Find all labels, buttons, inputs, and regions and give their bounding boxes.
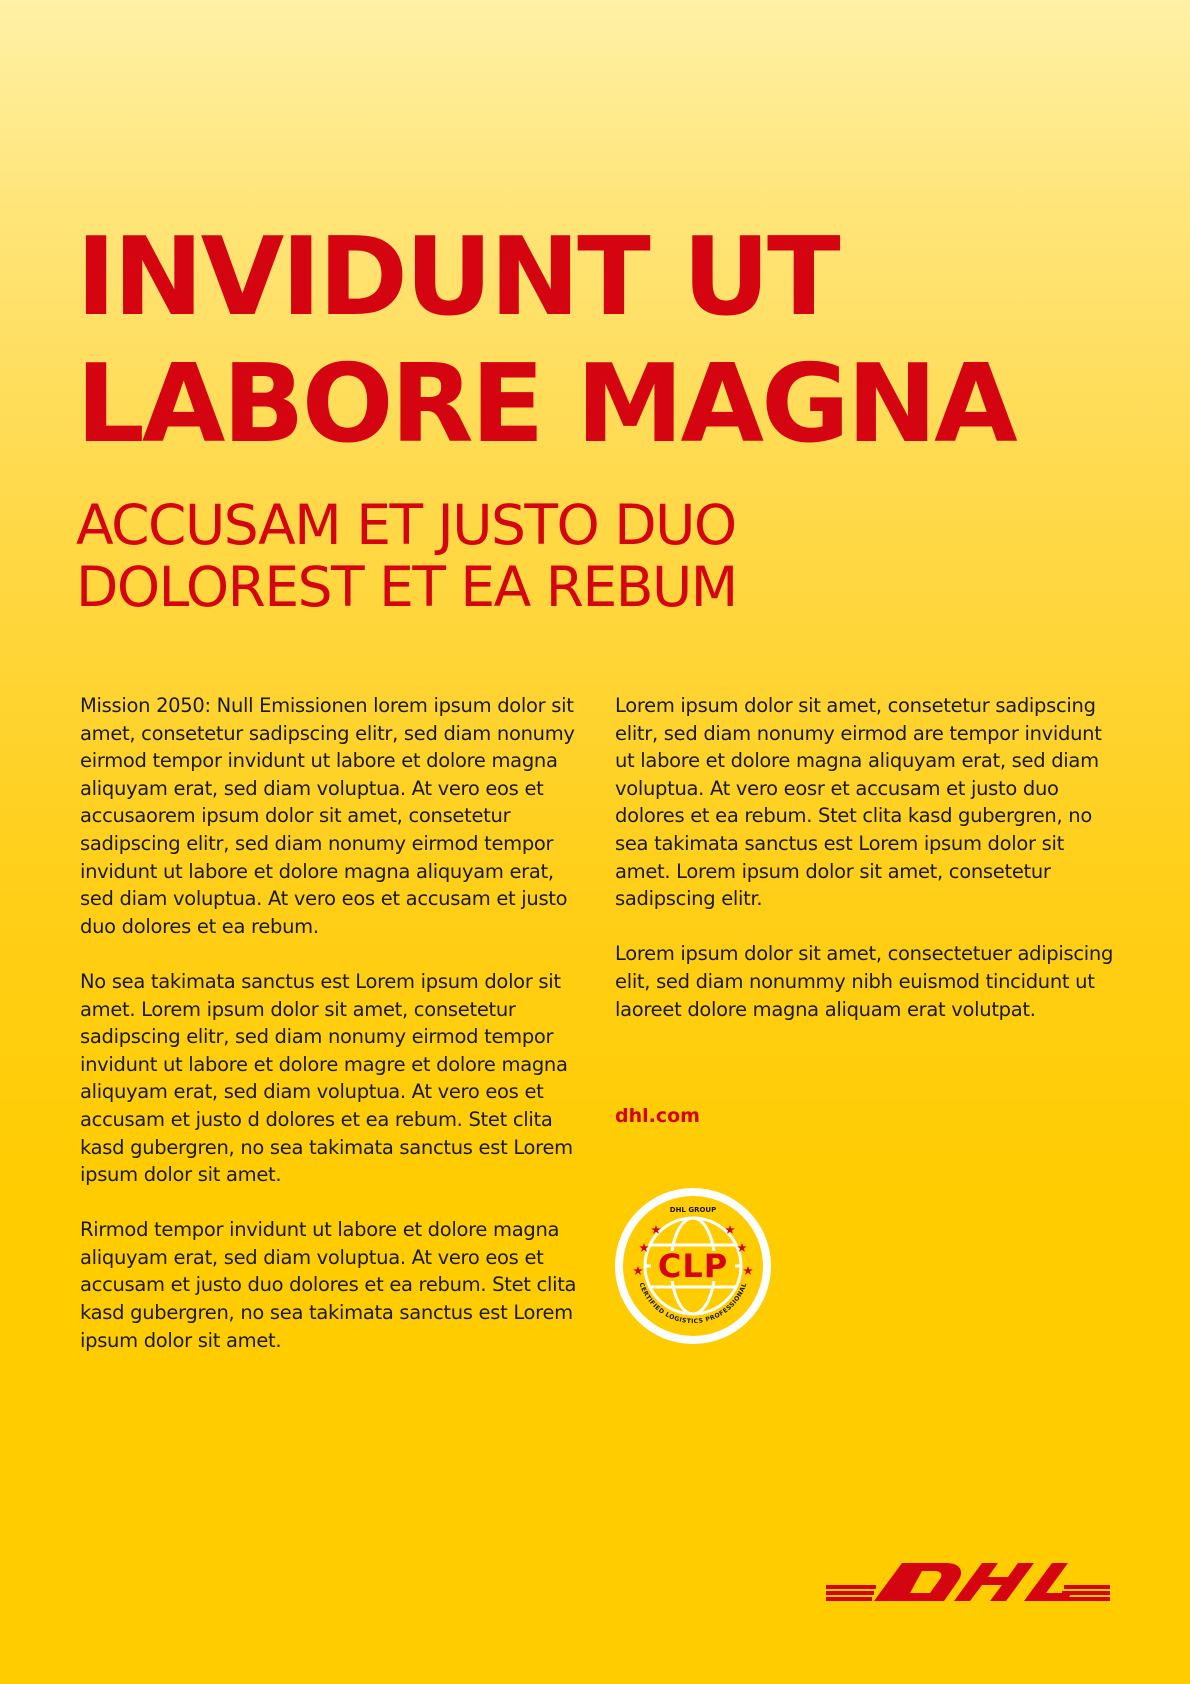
- body-column-left: [80, 692, 580, 1382]
- body-paragraph: No sea takimata sanctus est Lorem ipsum dolor sit amet. Lorem ipsum dolor sit amet, consetetur sadipscing elitr, sed diam nonumy eirmod tempor invidunt ut labore et dolore magre et dolore magna aliquyam erat, sed diam voluptua. At vero eos et accusam et justo d dolores et ea rebum. Stet clita kasd gubergren, no sea takimata sanctus est Lorem ipsum dolor sit amet.: [80, 969, 573, 1187]
- clp-badge-icon: [614, 1187, 772, 1345]
- headline-line-1: INVIDUNT UT: [76, 215, 838, 340]
- subheadline-line-1: ACCUSAM ET JUSTO DUO: [76, 493, 736, 557]
- body-paragraph: Lorem ipsum dolor sit amet, consetetur sadipscing elitr, sed diam nonumy eirmod are tempor invidunt ut labore et dolore magna aliquyam erat, sed diam voluptua. At vero eosr et accusam et justo duo dolores et ea rebum. Stet clita kasd gubergren, no sea takimata sanctus est Lorem ipsum dolor sit amet. Lorem ipsum dolor sit amet, consetetur sadipscing elitr.: [615, 694, 1102, 911]
- body-paragraph: Lorem ipsum dolor sit amet, consectetuer adipiscing elit, sed diam nonummy nibh euismod tincidunt ut laoreet dolore magna aliquam erat volutpat.: [615, 942, 1114, 1021]
- body-column-right: [615, 692, 1115, 1051]
- body-paragraph: Rirmod tempor invidunt ut labore et dolore magna aliquyam erat, sed diam voluptua. At vero eos et accusam et justo duo dolores et ea rebum. Stet clita kasd gubergren, no sea takimata sanctus est Lorem ipsum dolor sit amet.: [80, 1218, 577, 1352]
- badge-bottom-text: CERTIFIED LOGISTICS PROFESSIONAL: [637, 1281, 749, 1326]
- badge-top-text: DHL GROUP: [669, 1206, 717, 1214]
- headline: [76, 214, 1116, 468]
- badge-center-text: CLP: [657, 1247, 729, 1285]
- subheadline: [76, 494, 737, 618]
- headline-line-2: LABORE MAGNA: [76, 342, 1015, 467]
- body-paragraph: Mission 2050: Null Emissionen lorem ipsum dolor sit amet, consetetur sadipscing elitr, sed diam nonumy eirmod tempor invidunt ut labore et dolore magna aliquyam erat, sed diam voluptua. At vero eos et accusaorem ipsum dolor sit amet, consetetur sadipscing elitr, sed diam nonumy eirmod tempor invidunt ut labore et dolore magna aliquyam erat, sed diam voluptua. At vero eos et accusam et justo duo dolores et ea rebum.: [80, 694, 575, 938]
- website-link[interactable]: dhl.com: [615, 1105, 700, 1127]
- dhl-logo-icon: [826, 1561, 1110, 1605]
- subheadline-line-2: DOLOREST ET EA REBUM: [76, 555, 737, 619]
